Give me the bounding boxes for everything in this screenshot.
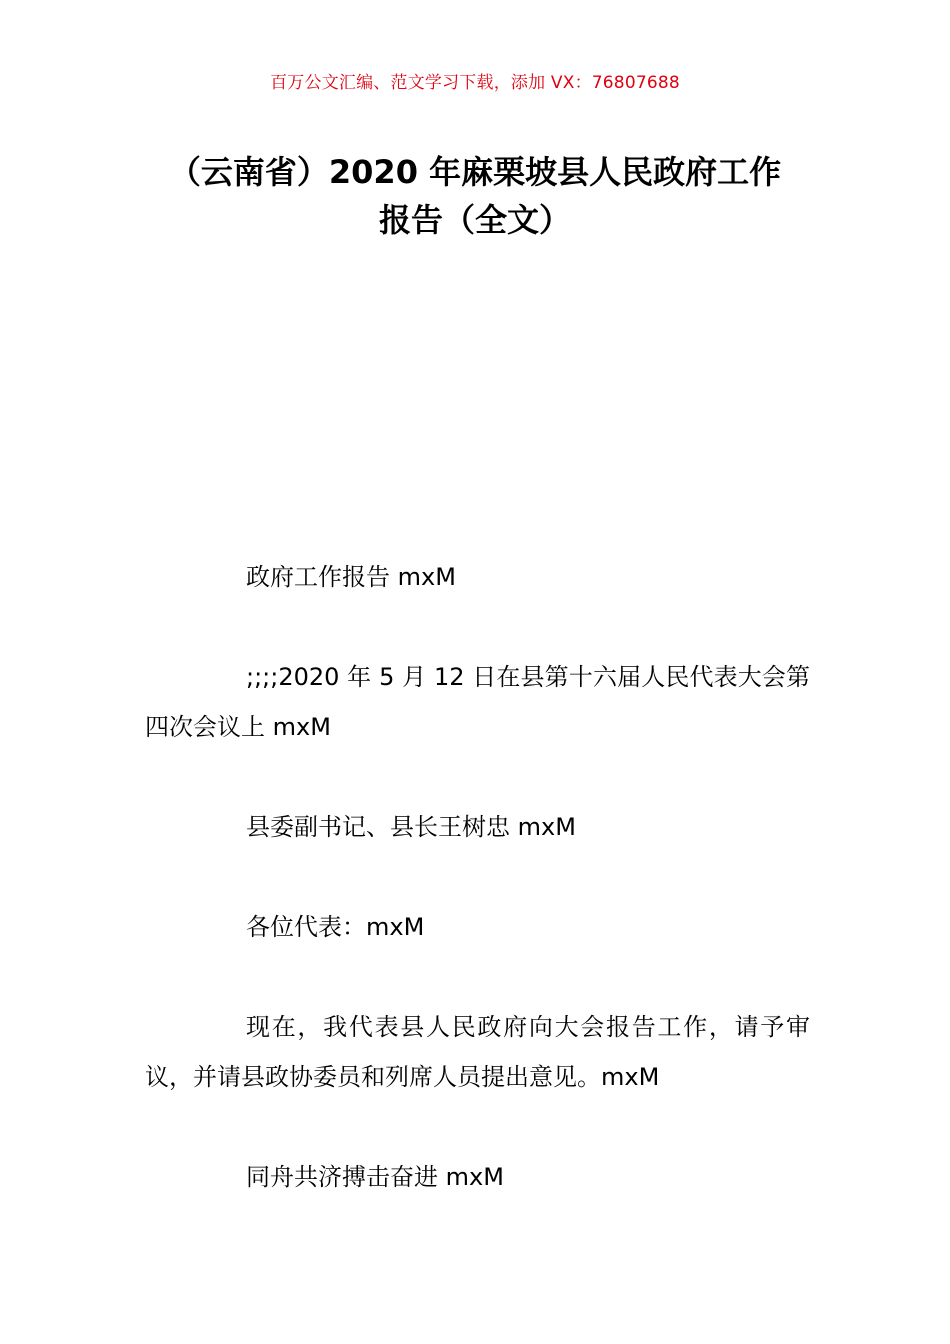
document-title [130,148,820,244]
header-note: 百万公文汇编、范文学习下载，添加 VX：76807688 [270,73,680,93]
paragraph-speaker: 县委副书记、县长王树忠 mxM [246,813,576,841]
paragraph-intro: 现在，我代表县人民政府向大会报告工作，请予审议，并请县政协委员和列席人员提出意见。mxM [145,1013,810,1091]
document-body [145,552,810,1252]
paragraph-section-heading: 同舟共济搏击奋进 mxM [246,1163,504,1191]
document-title-line-2: 报告（全文） [378,201,571,239]
paragraph-salutation: 各位代表：mxM [246,913,425,941]
paragraph-meeting-date: ;;;;2020 年 5 月 12 日在县第十六届人民代表大会第四次会议上 mxM [145,663,810,741]
document-title-line-1: （云南省）2020 年麻栗坡县人民政府工作 [168,153,782,191]
paragraph-report-heading: 政府工作报告 mxM [246,563,456,591]
